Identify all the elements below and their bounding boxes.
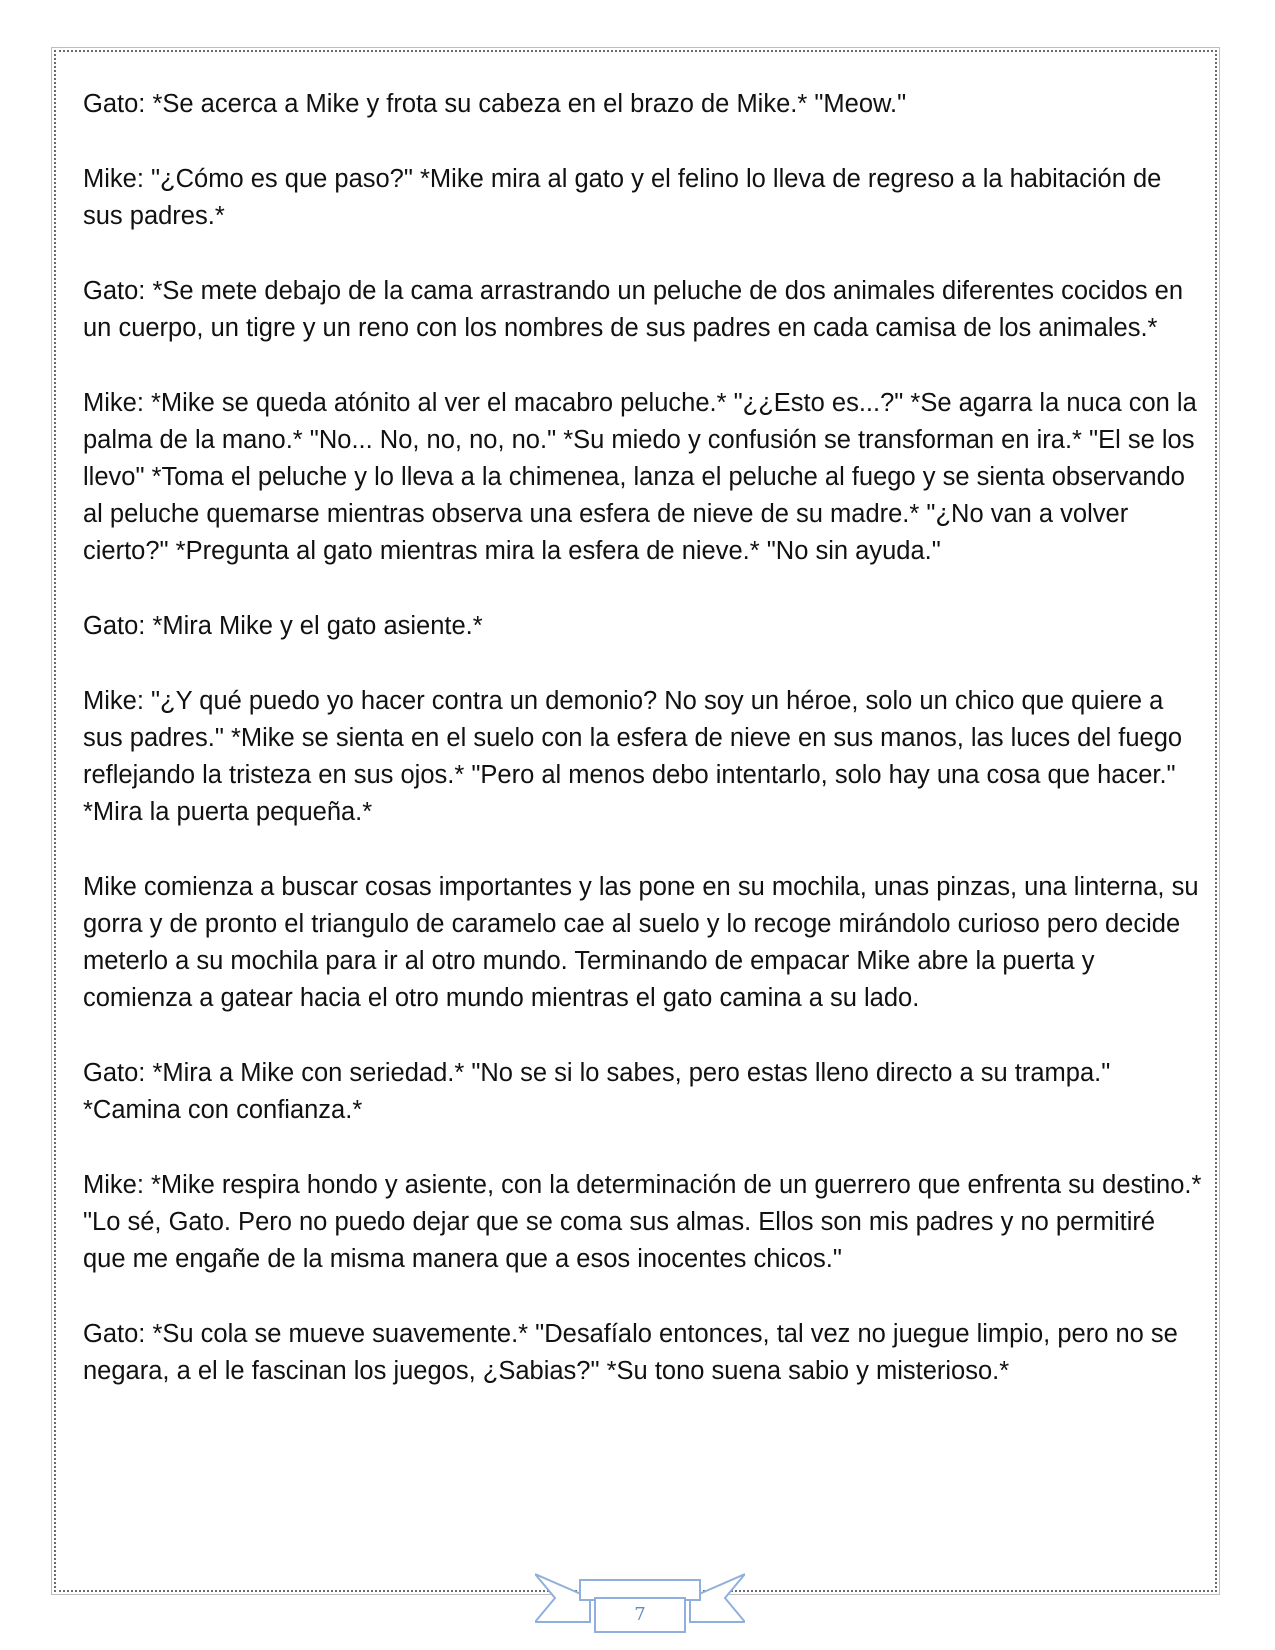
paragraph: Gato: *Su cola se mueve suavemente.* "Desafíalo entonces, tal vez no juegue limpio, pero no se negara, a el le fascinan los juegos, ¿Sabias?" *Su tono suena sabio y misterioso.*: [83, 1320, 1178, 1385]
paragraph: Gato: *Mira a Mike con seriedad.* "No se si lo sabes, pero estas lleno directo a su trampa." *Camina con confianza.*: [83, 1059, 1111, 1124]
paragraph: Mike: "¿Cómo es que paso?" *Mike mira al gato y el felino lo lleva de regreso a la habitación de sus padres.*: [83, 165, 1162, 230]
page-number: 7: [634, 1604, 646, 1625]
paragraph: Mike: *Mike se queda atónito al ver el macabro peluche.* "¿¿Esto es...?" *Se agarra la nuca con la palma de la mano.* "No... No, no, no, no." *Su miedo y confusión se transforman en ira.* "El se los llevo" *Toma el peluche y lo lleva a la chimenea, lanza el peluche al fuego y se sienta observando al peluche quemarse mientras observa una esfera de nieve de su madre.* "¿No van a volver cierto?" *Pregunta al gato mientras mira la esfera de nieve.* "No sin ayuda.": [83, 389, 1197, 565]
paragraph: Gato: *Se acerca a Mike y frota su cabeza en el brazo de Mike.* "Meow.": [83, 90, 907, 118]
paragraph: Gato: *Mira Mike y el gato asiente.*: [83, 612, 483, 640]
paragraph: Mike: *Mike respira hondo y asiente, con la determinación de un guerrero que enfrenta su destino.* "Lo sé, Gato. Pero no puedo dejar que se coma sus almas. Ellos son mis padres y no permitiré que me engañe de la misma manera que a esos inocentes chicos.": [83, 1171, 1202, 1273]
paragraph: Mike comienza a buscar cosas importantes y las pone en su mochila, unas pinzas, una linterna, su gorra y de pronto el triangulo de caramelo cae al suelo y lo recoge mirándolo curioso pero decide meterlo a su mochila para ir al otro mundo. Terminando de empacar Mike abre la puerta y comienza a gatear hacia el otro mundo mientras el gato camina a su lado.: [83, 873, 1199, 1012]
paragraph: Mike: "¿Y qué puedo yo hacer contra un demonio? No soy un héroe, solo un chico que quiere a sus padres." *Mike se sienta en el suelo con la esfera de nieve en sus manos, las luces del fuego reflejando la tristeza en sus ojos.* "Pero al menos debo intentarlo, solo hay una cosa que hacer." *Mira la puerta pequeña.*: [83, 687, 1183, 826]
paragraph: Gato: *Se mete debajo de la cama arrastrando un peluche de dos animales diferentes cocidos en un cuerpo, un tigre y un reno con los nombres de sus padres en cada camisa de los animales.*: [83, 277, 1184, 342]
document-body: [83, 86, 1203, 1428]
